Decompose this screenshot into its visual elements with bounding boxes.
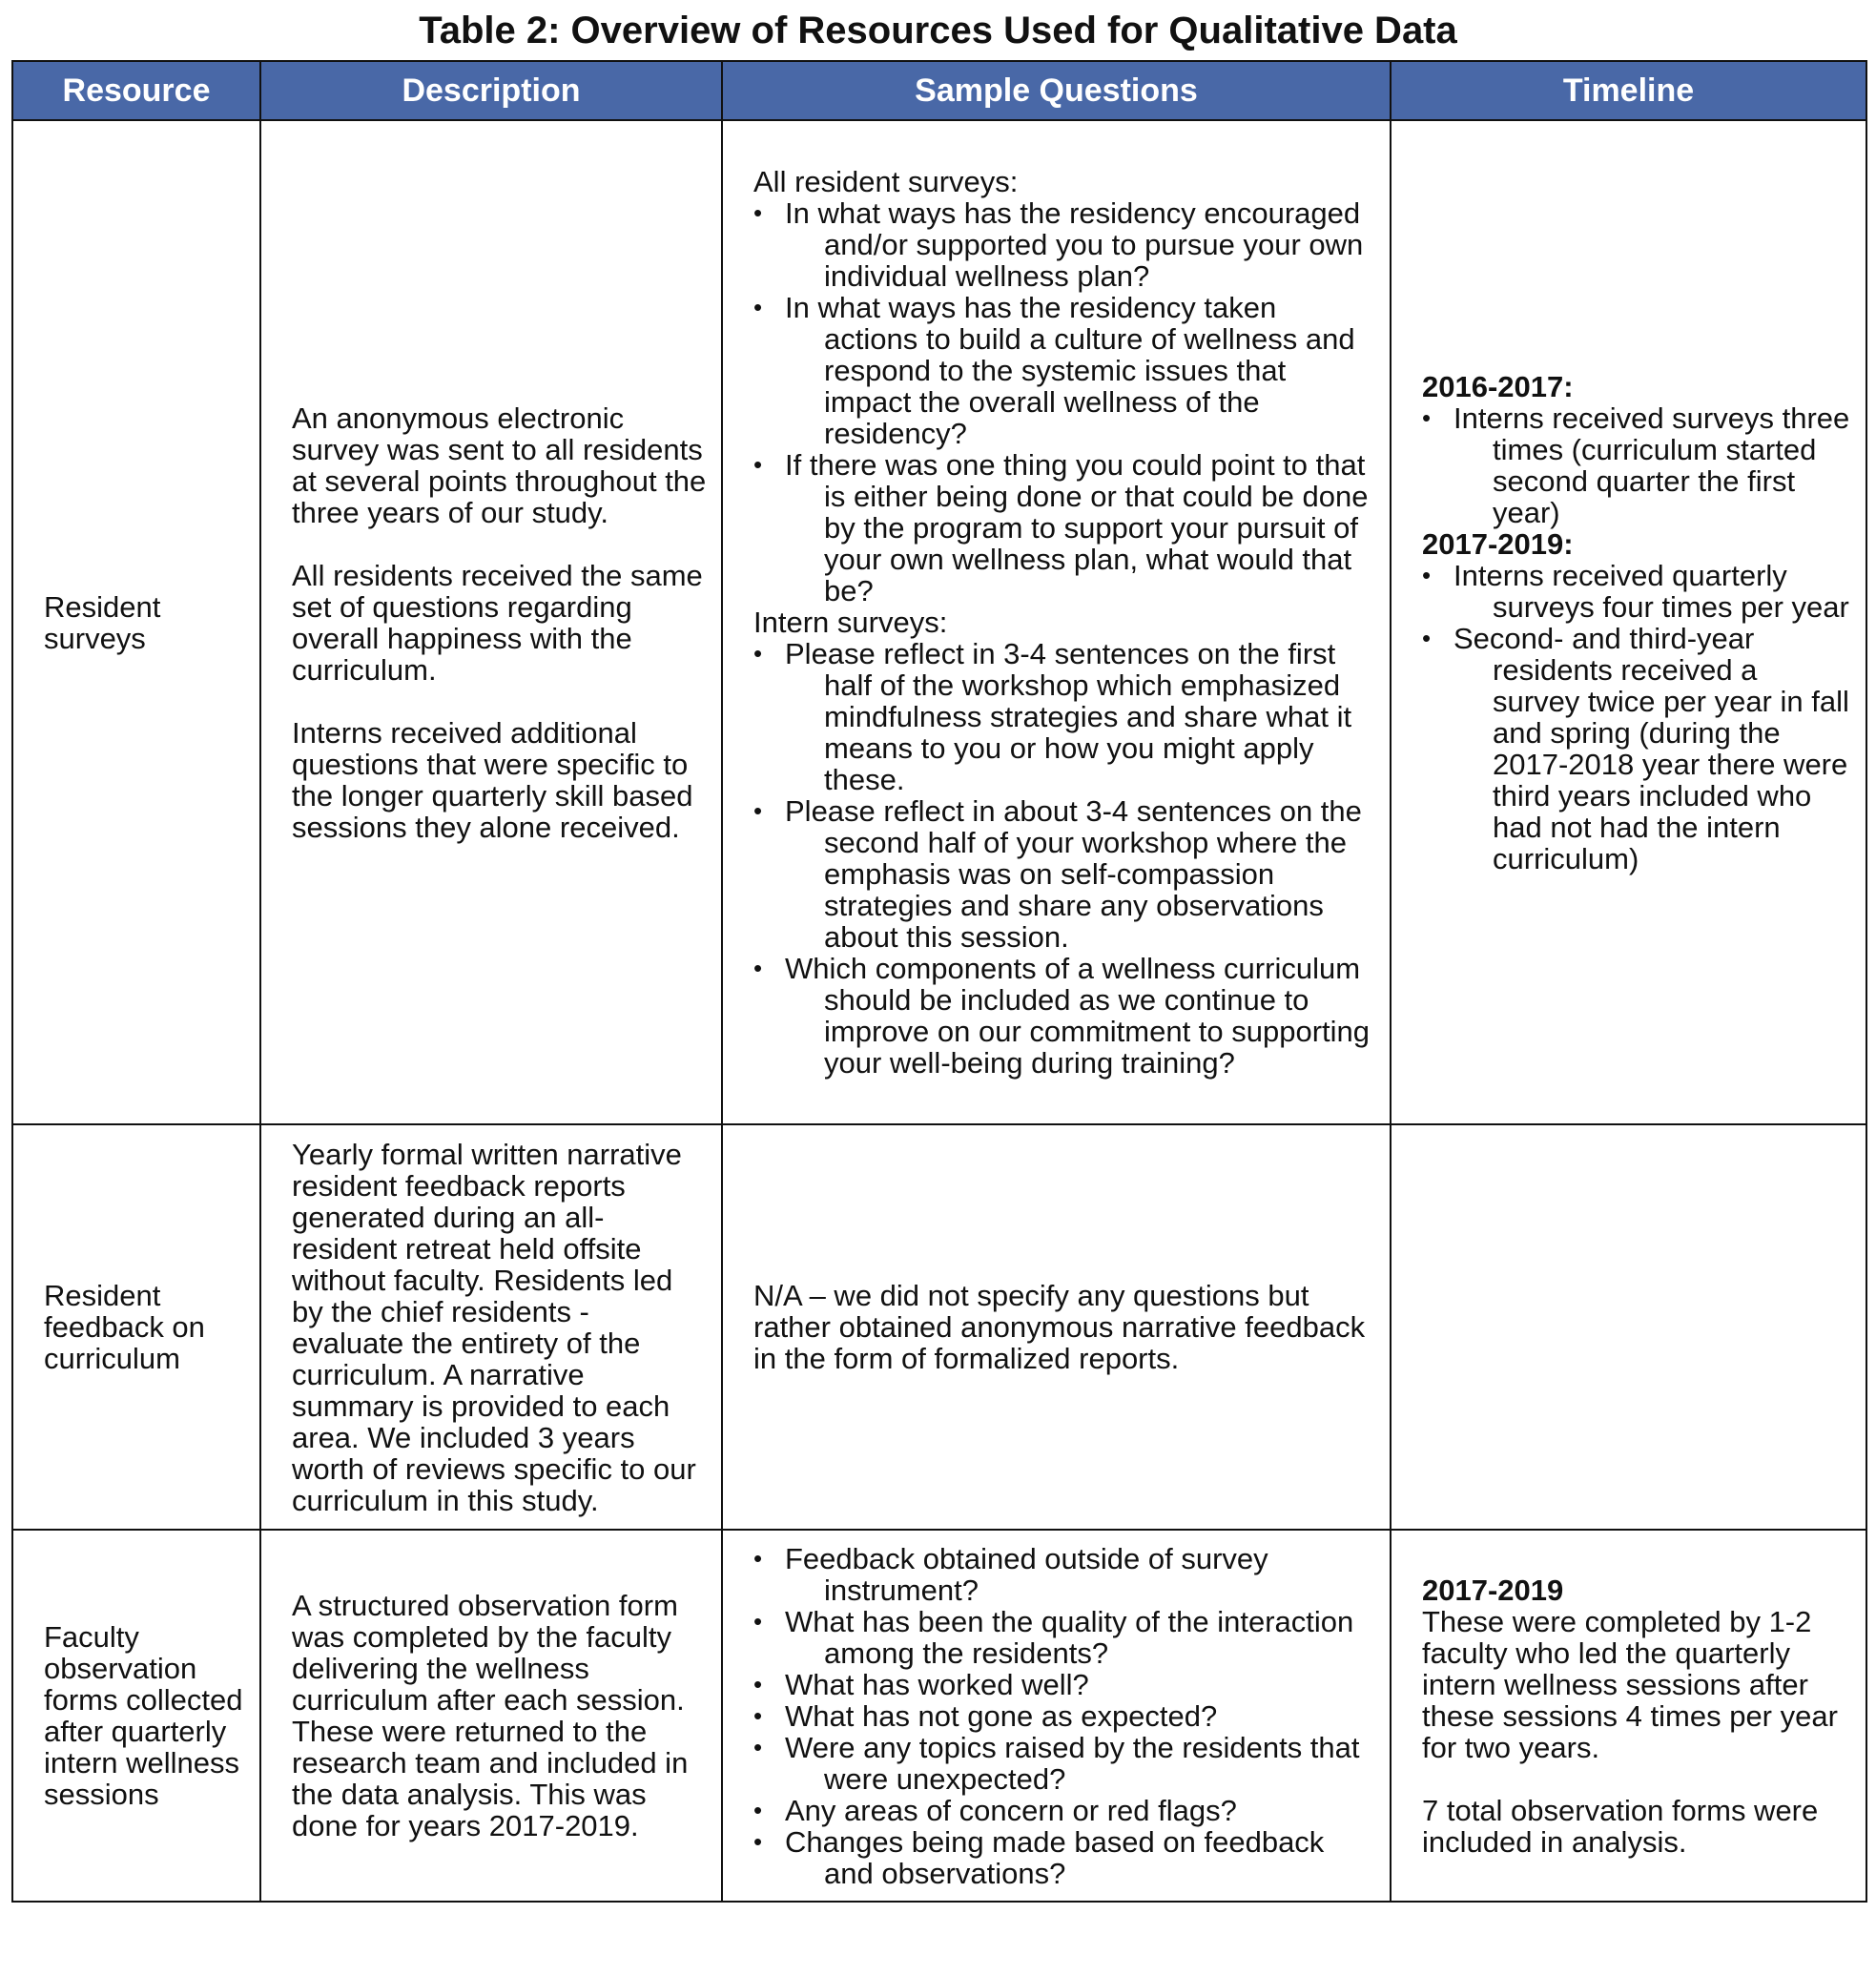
question-item: • Changes being made based on feedback and observations?: [753, 1826, 1376, 1889]
question-list: [753, 638, 1376, 1079]
question-item: • Any areas of concern or red flags?: [753, 1795, 1376, 1826]
description-paragraph: A structured observation form was completed by the faculty delivering the wellness curriculum after each session. These were returned to the research team and included in the data analysis. This was done for years 2017-2019.: [292, 1589, 689, 1842]
header-timeline: Timeline: [1391, 61, 1866, 120]
timeline-cell: [1391, 1530, 1866, 1902]
header-row: [12, 61, 1866, 120]
question-list: [753, 197, 1376, 607]
question-item: • Please reflect in about 3-4 sentences on the second half of your workshop where the emphasis was on self-compassion strategies and share any observations about this session.: [753, 795, 1376, 953]
timeline-period: 2016-2017:: [1422, 369, 1574, 403]
timeline-period: 2017-2019: [1422, 1573, 1564, 1607]
question-item: • What has worked well?: [753, 1669, 1376, 1700]
timeline-cell: [1391, 120, 1866, 1124]
timeline-item: • Second- and third-year residents received a survey twice per year in fall and spring (during the 2017-2018 year there were third years included who had not had the intern curriculum): [1422, 623, 1852, 874]
question-item: • Feedback obtained outside of survey instrument?: [753, 1543, 1376, 1606]
description-paragraph: Yearly formal written narrative resident feedback reports generated during an all-resident retreat held offsite without faculty. Residents led by the chief residents - evaluate the entirety of the curriculum. A narrative summary is provided to each area. We included 3 years worth of reviews specific to our curriculum in this study.: [292, 1137, 696, 1517]
description-cell: [260, 1530, 722, 1902]
timeline-list: [1422, 402, 1852, 528]
question-item: • What has been the quality of the interaction among the residents?: [753, 1606, 1376, 1669]
description-cell: [260, 1124, 722, 1530]
table-row: [12, 120, 1866, 1124]
questions-text: N/A – we did not specify any questions but rather obtained anonymous narrative feedback in the form of formalized reports.: [753, 1279, 1366, 1375]
question-group-heading: Intern surveys:: [753, 606, 948, 639]
description-paragraph: Interns received additional questions that were specific to the longer quarterly skill based sessions they alone received.: [292, 715, 693, 844]
question-item: • Which components of a wellness curriculum should be included as we continue to improve on our commitment to supporting your well-being during training?: [753, 953, 1376, 1079]
questions-cell: [722, 1530, 1391, 1902]
timeline-text: 7 total observation forms were included in analysis.: [1422, 1793, 1819, 1859]
header-sample-questions: Sample Questions: [722, 61, 1391, 120]
description-cell: [260, 120, 722, 1124]
table-row: [12, 1530, 1866, 1902]
timeline-item: • Interns received surveys three times (curriculum started second quarter the first year): [1422, 402, 1852, 528]
questions-cell: [722, 1124, 1391, 1530]
description-paragraph: An anonymous electronic survey was sent to all residents at several points throughout the three years of our study.: [292, 401, 707, 529]
description-paragraph: All residents received the same set of questions regarding overall happiness with the curriculum.: [292, 558, 703, 687]
resource-cell: [12, 120, 260, 1124]
header-resource: Resource: [12, 61, 260, 120]
question-item: • If there was one thing you could point to that is either being done or that could be done by the program to support your pursuit of your own wellness plan, what would that be?: [753, 449, 1376, 607]
question-item: • What has not gone as expected?: [753, 1700, 1376, 1732]
table-title: Table 2: Overview of Resources Used for Qualitative Data: [419, 10, 1457, 51]
resources-table: [11, 60, 1867, 1903]
question-item: • Please reflect in 3-4 sentences on the first half of the workshop which emphasized mindfulness strategies and share what it means to you or how you might apply these.: [753, 638, 1376, 795]
resource-name: Resident surveys: [44, 589, 161, 655]
question-item: • In what ways has the residency encouraged and/or supported you to pursue your own individual wellness plan?: [753, 197, 1376, 292]
resource-name: Resident feedback on curriculum: [44, 1279, 205, 1375]
question-group-heading: All resident surveys:: [753, 165, 1019, 198]
timeline-list: [1422, 560, 1852, 874]
resource-cell: [12, 1124, 260, 1530]
question-list: [753, 1543, 1376, 1889]
timeline-text: These were completed by 1-2 faculty who led the quarterly intern wellness sessions after these sessions 4 times per year for two years.: [1422, 1604, 1838, 1764]
question-item: • Were any topics raised by the residents that were unexpected?: [753, 1732, 1376, 1795]
timeline-item: • Interns received quarterly surveys four times per year: [1422, 560, 1852, 623]
timeline-period: 2017-2019:: [1422, 526, 1574, 561]
question-item: • In what ways has the residency taken actions to build a culture of wellness and respond to the systemic issues that impact the overall wellness of the residency?: [753, 292, 1376, 449]
timeline-cell: [1391, 1124, 1866, 1530]
table-row: [12, 1124, 1866, 1530]
resource-name: Faculty observation forms collected after quarterly intern wellness sessions: [44, 1620, 243, 1811]
resource-cell: [12, 1530, 260, 1902]
questions-cell: [722, 120, 1391, 1124]
header-description: Description: [260, 61, 722, 120]
